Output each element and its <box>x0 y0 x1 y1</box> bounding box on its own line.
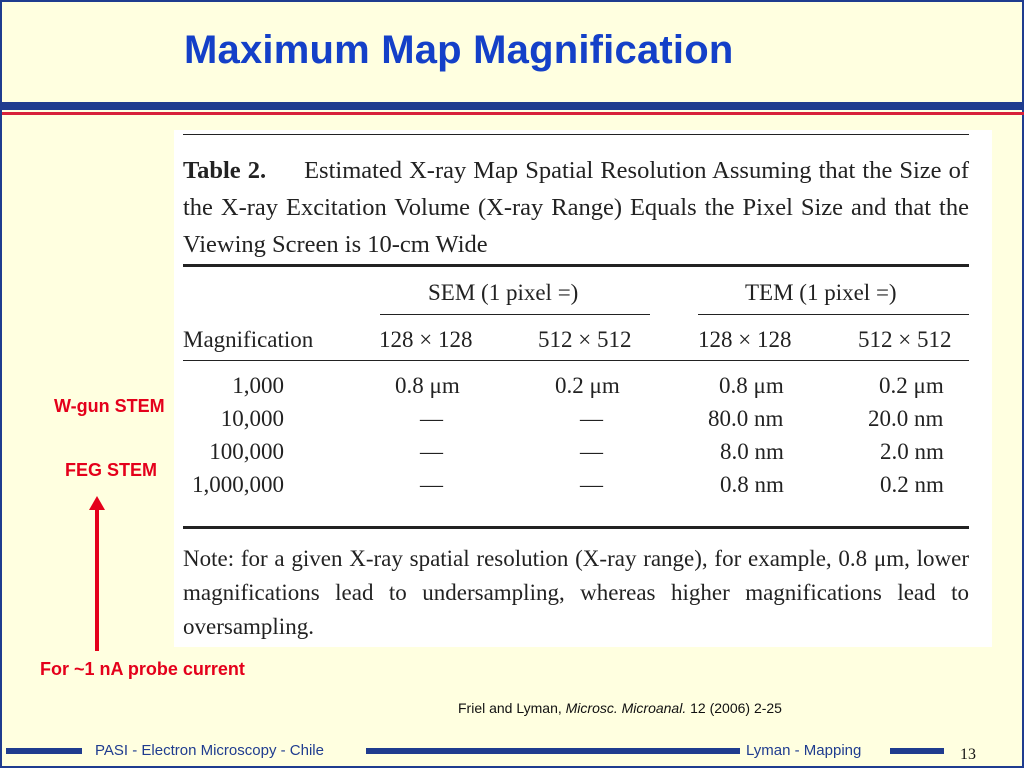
table-note: Note: for a given X-ray spatial resolution (X-ray range), for example, 0.8 μm, lower magnifications lead to undersampling, whereas higher magnifications lead to oversampling. <box>183 546 969 639</box>
col-header-tem-512: 512 × 512 <box>858 327 952 352</box>
col-header-sem-128: 128 × 128 <box>379 327 473 352</box>
table-cell-mag: 1,000 <box>232 373 284 398</box>
table-caption-text: Estimated X-ray Map Spatial Resolution Assuming that the Size of the X-ray Excitation Volume (X-ray Range) Equals the Pixel Size and that the Viewing Screen is 10-cm Wide <box>183 157 969 258</box>
col-header-tem-128: 128 × 128 <box>698 327 792 352</box>
col-header-sem-512: 512 × 512 <box>538 327 632 352</box>
table-panel <box>174 130 992 647</box>
slide-title: Maximum Map Magnification <box>184 28 734 72</box>
footer-right-text: Lyman - Mapping <box>746 742 862 759</box>
arrow-shaft <box>95 509 99 651</box>
table-cell-sem512: — <box>580 439 603 464</box>
annotation-wgun-stem: W-gun STEM <box>54 396 165 416</box>
footer-left-text: PASI - Electron Microscopy - Chile <box>95 742 324 759</box>
table-cell-tem128: 0.8 nm <box>720 472 784 497</box>
footer-line-right <box>890 748 944 754</box>
sem-group-underline <box>380 314 650 315</box>
table-cell-sem128: — <box>420 406 443 431</box>
annotation-probe-current: For ~1 nA probe current <box>40 659 245 679</box>
table-cell-sem128: — <box>420 439 443 464</box>
table-cell-tem128: 8.0 nm <box>720 439 784 464</box>
table-cell-sem128: 0.8 μm <box>395 373 460 398</box>
table-cell-mag: 10,000 <box>220 406 284 431</box>
col-header-magnification: Magnification <box>183 327 314 352</box>
table-cell-tem128: 0.8 μm <box>719 373 784 398</box>
sem-group-header: SEM (1 pixel =) <box>428 280 579 305</box>
table-cell-mag: 100,000 <box>209 439 284 464</box>
table-cell-tem512: 0.2 nm <box>880 472 944 497</box>
table-header-rule <box>183 264 969 267</box>
table-cell-tem512: 0.2 μm <box>879 373 944 398</box>
table-cell-sem512: — <box>580 472 603 497</box>
table-cell-tem512: 20.0 nm <box>868 406 944 431</box>
citation <box>458 700 782 716</box>
header-divider-blue <box>2 102 1024 110</box>
table-label: Table 2. <box>183 157 267 184</box>
table-cell-mag: 1,000,000 <box>192 472 284 497</box>
table-cell-tem128: 80.0 nm <box>708 406 784 431</box>
table-cell-sem512: 0.2 μm <box>555 373 620 398</box>
tem-group-header: TEM (1 pixel =) <box>745 280 897 305</box>
footer-line-middle <box>366 748 740 754</box>
table-cell-sem128: — <box>420 472 443 497</box>
citation-journal: Microsc. Microanal. <box>565 700 687 716</box>
citation-authors: Friel and Lyman, <box>458 700 566 716</box>
page-number: 13 <box>960 746 976 763</box>
annotation-feg-stem: FEG STEM <box>65 460 158 480</box>
table-caption <box>183 152 969 263</box>
header-divider-red <box>2 112 1024 115</box>
table-top-rule <box>183 134 969 135</box>
col-header-rule <box>183 360 969 361</box>
tem-group-underline <box>698 314 969 315</box>
table-cell-sem512: — <box>580 406 603 431</box>
arrow-up-icon <box>89 496 105 510</box>
citation-ref: 12 (2006) 2-25 <box>686 700 782 716</box>
table-bottom-rule <box>183 526 969 529</box>
table-cell-tem512: 2.0 nm <box>880 439 944 464</box>
footer-line-left <box>6 748 82 754</box>
